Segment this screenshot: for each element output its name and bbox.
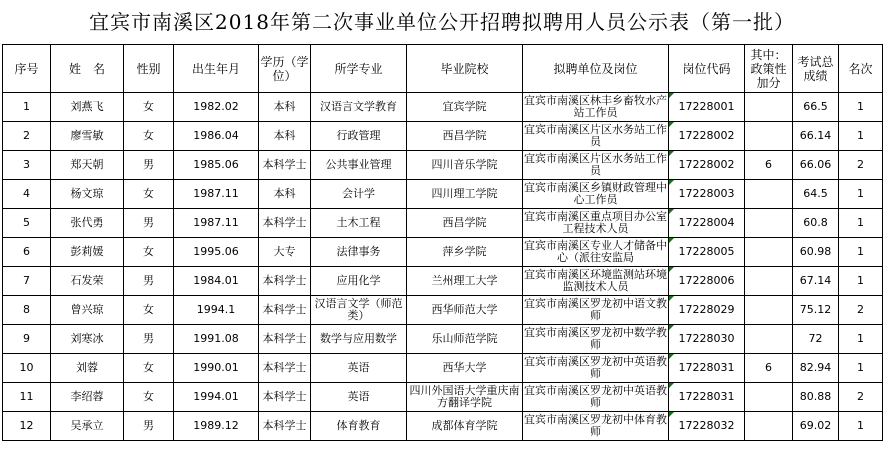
cell-rank: 1 <box>839 238 883 267</box>
cell-rank: 2 <box>839 383 883 412</box>
cell-name: 廖雪敏 <box>51 122 124 151</box>
cell-score: 66.5 <box>793 93 839 122</box>
cell-gender: 男 <box>124 325 174 354</box>
cell-seq: 5 <box>3 209 51 238</box>
header-code: 岗位代码 <box>669 45 745 93</box>
cell-name: 彭莉媛 <box>51 238 124 267</box>
cell-birth: 1990.01 <box>174 354 259 383</box>
cell-unit: 宜宾市南溪区罗龙初中体育教师 <box>523 412 669 441</box>
cell-code: 17228003 <box>669 180 745 209</box>
cell-birth: 1994.01 <box>174 383 259 412</box>
cell-birth: 1984.01 <box>174 267 259 296</box>
cell-bonus <box>745 122 793 151</box>
cell-education: 本科 <box>259 180 311 209</box>
cell-code: 17228002 <box>669 151 745 180</box>
cell-unit: 宜宾市南溪区环境监测站环境监测技术人员 <box>523 267 669 296</box>
cell-school: 乐山师范学院 <box>407 325 523 354</box>
cell-major: 法律事务 <box>311 238 407 267</box>
cell-score: 80.88 <box>793 383 839 412</box>
cell-school: 四川音乐学院 <box>407 151 523 180</box>
cell-school: 西华师范大学 <box>407 296 523 325</box>
table-row <box>3 122 883 151</box>
cell-seq: 11 <box>3 383 51 412</box>
cell-unit: 宜宾市南溪区片区水务站工作员 <box>523 122 669 151</box>
cell-school: 西昌学院 <box>407 122 523 151</box>
cell-education: 本科学士 <box>259 325 311 354</box>
cell-seq: 9 <box>3 325 51 354</box>
cell-name: 吴承立 <box>51 412 124 441</box>
table-row <box>3 180 883 209</box>
cell-seq: 1 <box>3 93 51 122</box>
cell-name: 杨文琼 <box>51 180 124 209</box>
cell-major: 数学与应用数学 <box>311 325 407 354</box>
header-unit: 拟聘单位及岗位 <box>523 45 669 93</box>
cell-code: 17228001 <box>669 93 745 122</box>
cell-unit: 宜宾市南溪区重点项目办公室工程技术人员 <box>523 209 669 238</box>
header-bonus: 其中：政策性加分 <box>745 45 793 93</box>
cell-birth: 1987.11 <box>174 209 259 238</box>
cell-gender: 女 <box>124 238 174 267</box>
cell-bonus <box>745 238 793 267</box>
table-row <box>3 383 883 412</box>
applicant-table <box>2 44 883 441</box>
cell-school: 萍乡学院 <box>407 238 523 267</box>
cell-score: 69.02 <box>793 412 839 441</box>
cell-score: 60.8 <box>793 209 839 238</box>
cell-major: 行政管理 <box>311 122 407 151</box>
cell-education: 本科 <box>259 122 311 151</box>
header-rank: 名次 <box>839 45 883 93</box>
cell-unit: 宜宾市南溪区罗龙初中英语教师 <box>523 383 669 412</box>
cell-bonus <box>745 412 793 441</box>
cell-seq: 12 <box>3 412 51 441</box>
cell-seq: 3 <box>3 151 51 180</box>
cell-name: 郑天朝 <box>51 151 124 180</box>
cell-name: 李绍蓉 <box>51 383 124 412</box>
cell-gender: 男 <box>124 209 174 238</box>
cell-rank: 1 <box>839 267 883 296</box>
cell-rank: 1 <box>839 180 883 209</box>
cell-rank: 2 <box>839 151 883 180</box>
cell-code: 17228002 <box>669 122 745 151</box>
header-birth: 出生年月 <box>174 45 259 93</box>
cell-education: 本科 <box>259 93 311 122</box>
cell-score: 82.94 <box>793 354 839 383</box>
cell-bonus <box>745 209 793 238</box>
cell-education: 本科学士 <box>259 383 311 412</box>
cell-gender: 男 <box>124 412 174 441</box>
cell-code: 17228005 <box>669 238 745 267</box>
cell-birth: 1991.08 <box>174 325 259 354</box>
cell-birth: 1994.1 <box>174 296 259 325</box>
header-education: 学历（学位） <box>259 45 311 93</box>
cell-school: 宜宾学院 <box>407 93 523 122</box>
cell-rank: 1 <box>839 412 883 441</box>
cell-bonus <box>745 296 793 325</box>
cell-unit: 宜宾市南溪区罗龙初中语文教师 <box>523 296 669 325</box>
table-row <box>3 238 883 267</box>
cell-score: 60.98 <box>793 238 839 267</box>
cell-gender: 女 <box>124 354 174 383</box>
cell-gender: 女 <box>124 180 174 209</box>
header-major: 所学专业 <box>311 45 407 93</box>
cell-seq: 8 <box>3 296 51 325</box>
cell-score: 72 <box>793 325 839 354</box>
table-row <box>3 267 883 296</box>
cell-rank: 1 <box>839 209 883 238</box>
cell-code: 17228004 <box>669 209 745 238</box>
cell-rank: 1 <box>839 93 883 122</box>
cell-major: 应用化学 <box>311 267 407 296</box>
cell-unit: 宜宾市南溪区片区水务站工作员 <box>523 151 669 180</box>
cell-bonus: 6 <box>745 354 793 383</box>
cell-bonus <box>745 93 793 122</box>
cell-major: 英语 <box>311 354 407 383</box>
cell-gender: 女 <box>124 383 174 412</box>
cell-school: 四川理工学院 <box>407 180 523 209</box>
cell-education: 本科学士 <box>259 209 311 238</box>
cell-unit: 宜宾市南溪区专业人才储备中心（派往安监局 <box>523 238 669 267</box>
cell-birth: 1989.12 <box>174 412 259 441</box>
cell-education: 本科学士 <box>259 151 311 180</box>
cell-seq: 7 <box>3 267 51 296</box>
cell-seq: 10 <box>3 354 51 383</box>
cell-code: 17228032 <box>669 412 745 441</box>
cell-birth: 1985.06 <box>174 151 259 180</box>
cell-school: 成都体育学院 <box>407 412 523 441</box>
table-header-row <box>3 45 883 93</box>
cell-seq: 6 <box>3 238 51 267</box>
cell-unit: 宜宾市南溪区林丰乡畜牧水产站工作员 <box>523 93 669 122</box>
cell-score: 66.14 <box>793 122 839 151</box>
cell-rank: 1 <box>839 354 883 383</box>
cell-code: 17228006 <box>669 267 745 296</box>
cell-major: 汉语言文学（师范类） <box>311 296 407 325</box>
page-title: 宜宾市南溪区2018年第二次事业单位公开招聘拟聘用人员公示表（第一批） <box>89 10 795 34</box>
cell-unit: 宜宾市南溪区罗龙初中英语教师 <box>523 354 669 383</box>
cell-name: 曾兴琼 <box>51 296 124 325</box>
cell-gender: 女 <box>124 296 174 325</box>
cell-education: 本科学士 <box>259 354 311 383</box>
cell-bonus <box>745 267 793 296</box>
cell-gender: 女 <box>124 93 174 122</box>
cell-major: 英语 <box>311 383 407 412</box>
header-score: 考试总成绩 <box>793 45 839 93</box>
cell-education: 本科学士 <box>259 267 311 296</box>
cell-bonus: 6 <box>745 151 793 180</box>
cell-education: 本科学士 <box>259 412 311 441</box>
cell-name: 张代勇 <box>51 209 124 238</box>
cell-seq: 2 <box>3 122 51 151</box>
cell-code: 17228029 <box>669 296 745 325</box>
cell-bonus <box>745 325 793 354</box>
cell-name: 刘蓉 <box>51 354 124 383</box>
table-row <box>3 296 883 325</box>
cell-score: 64.5 <box>793 180 839 209</box>
cell-birth: 1995.06 <box>174 238 259 267</box>
cell-school: 兰州理工大学 <box>407 267 523 296</box>
cell-major: 汉语言文学教育 <box>311 93 407 122</box>
cell-major: 公共事业管理 <box>311 151 407 180</box>
cell-major: 体育教育 <box>311 412 407 441</box>
header-seq: 序号 <box>3 45 51 93</box>
cell-code: 17228031 <box>669 354 745 383</box>
cell-unit: 宜宾市南溪区乡镇财政管理中心工作员 <box>523 180 669 209</box>
cell-bonus <box>745 383 793 412</box>
cell-bonus <box>745 180 793 209</box>
cell-education: 本科学士 <box>259 296 311 325</box>
cell-birth: 1987.11 <box>174 180 259 209</box>
table-row <box>3 412 883 441</box>
table-row <box>3 93 883 122</box>
header-gender: 性别 <box>124 45 174 93</box>
cell-school: 西昌学院 <box>407 209 523 238</box>
table-row <box>3 354 883 383</box>
cell-rank: 1 <box>839 122 883 151</box>
table-row <box>3 209 883 238</box>
cell-birth: 1982.02 <box>174 93 259 122</box>
cell-score: 75.12 <box>793 296 839 325</box>
table-row <box>3 325 883 354</box>
cell-school: 西华大学 <box>407 354 523 383</box>
cell-name: 刘燕飞 <box>51 93 124 122</box>
cell-name: 石发荣 <box>51 267 124 296</box>
cell-gender: 男 <box>124 151 174 180</box>
header-school: 毕业院校 <box>407 45 523 93</box>
cell-name: 刘寒冰 <box>51 325 124 354</box>
table-row <box>3 151 883 180</box>
header-name: 姓 名 <box>51 45 124 93</box>
cell-score: 66.06 <box>793 151 839 180</box>
cell-major: 土木工程 <box>311 209 407 238</box>
cell-rank: 1 <box>839 325 883 354</box>
cell-school: 四川外国语大学重庆南方翻译学院 <box>407 383 523 412</box>
cell-major: 会计学 <box>311 180 407 209</box>
cell-score: 67.14 <box>793 267 839 296</box>
cell-seq: 4 <box>3 180 51 209</box>
cell-education: 大专 <box>259 238 311 267</box>
cell-gender: 男 <box>124 267 174 296</box>
cell-unit: 宜宾市南溪区罗龙初中数学教师 <box>523 325 669 354</box>
cell-gender: 女 <box>124 122 174 151</box>
cell-rank: 2 <box>839 296 883 325</box>
cell-code: 17228031 <box>669 383 745 412</box>
cell-code: 17228030 <box>669 325 745 354</box>
cell-birth: 1986.04 <box>174 122 259 151</box>
